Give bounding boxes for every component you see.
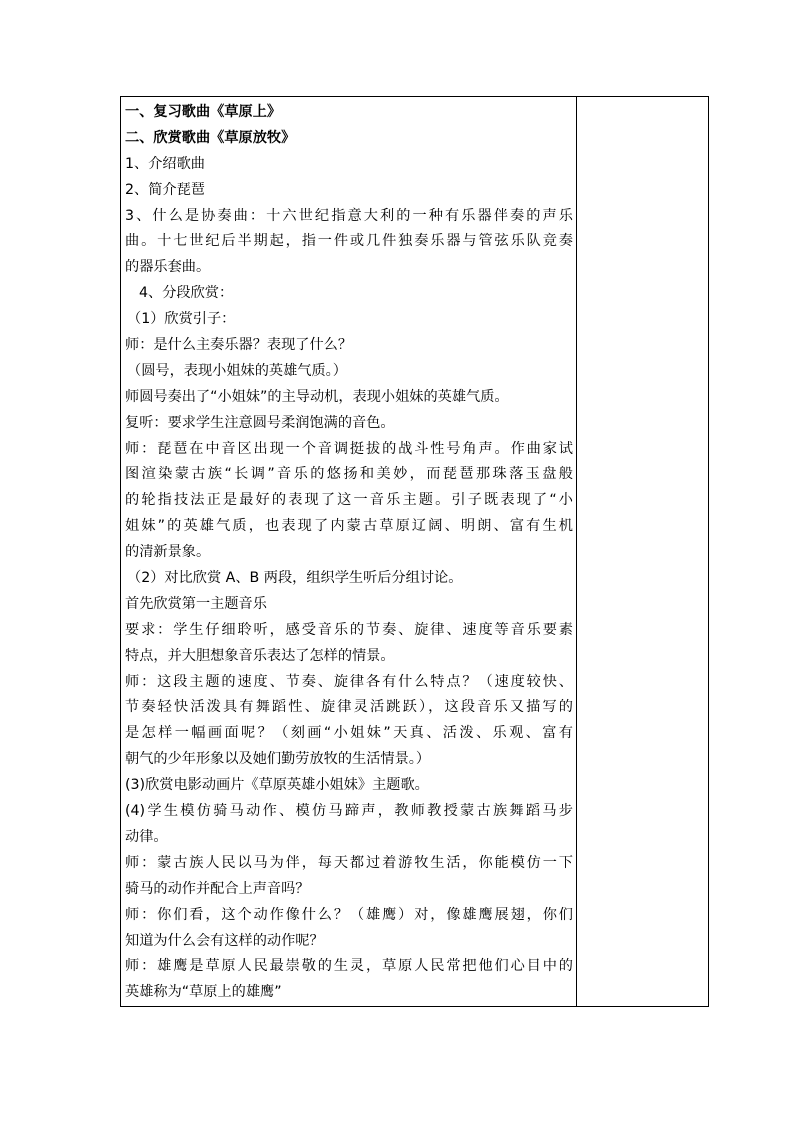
lesson-content-cell bbox=[125, 100, 573, 1006]
text-line: 骑马的动作并配合上声音吗？ bbox=[125, 880, 310, 897]
text-line: （2）对比欣赏 A、B 两段，组织学生听后分组讨论。 bbox=[127, 570, 463, 587]
text-line: (3)欣赏电影动画片《草原英雄小姐妹》主题歌。 bbox=[125, 777, 429, 794]
text-line: (4)学生模仿骑马动作、模仿马蹄声，教师教授蒙古族舞蹈马步 bbox=[125, 803, 573, 820]
heading-appreciate-song: 二、欣赏歌曲《草原放牧》 bbox=[125, 129, 296, 146]
text-line: 动律。 bbox=[125, 828, 168, 845]
text-line: 的器乐套曲。 bbox=[125, 259, 211, 276]
text-line: 的轮指技法正是最好的表现了这一音乐主题。引子既表现了“小 bbox=[125, 492, 573, 509]
text-line: 3、什么是协奏曲：十六世纪指意大利的一种有乐器伴奏的声乐 bbox=[125, 207, 573, 224]
text-line: 1、介绍歌曲 bbox=[125, 155, 205, 172]
text-line: 图渲染蒙古族“长调”音乐的悠扬和美妙，而琵琶那珠落玉盘般 bbox=[125, 466, 573, 483]
text-line: 知道为什么会有这样的动作呢？ bbox=[125, 932, 324, 949]
text-line: 师：你们看，这个动作像什么？（雄鹰）对，像雄鹰展翅，你们 bbox=[125, 906, 573, 923]
text-line: 的清新景象。 bbox=[125, 544, 211, 561]
text-line: 姐妹”的英雄气质，也表现了内蒙古草原辽阔、明朗、富有生机 bbox=[125, 518, 573, 535]
text-line: 师：是什么主奏乐器？表现了什么？ bbox=[125, 337, 353, 354]
text-line: 特点，并大胆想象音乐表达了怎样的情景。 bbox=[125, 647, 395, 664]
text-line: 节奏轻快活泼具有舞蹈性、旋律灵活跳跃），这段音乐又描写的 bbox=[125, 699, 573, 716]
text-line: 师圆号奏出了“小姐妹”的主导动机，表现小姐妹的英雄气质。 bbox=[125, 388, 509, 405]
text-line: 曲。十七世纪后半期起，指一件或几件独奏乐器与管弦乐队竞奏 bbox=[125, 233, 573, 250]
text-line: 要求：学生仔细聆听，感受音乐的节奏、旋律、速度等音乐要素 bbox=[125, 621, 573, 638]
text-line: （圆号，表现小姐妹的英雄气质。） bbox=[127, 362, 347, 379]
text-line: 首先欣赏第一主题音乐 bbox=[125, 595, 267, 612]
text-line: 朝气的少年形象以及她们勤劳放牧的生活情景。） bbox=[125, 751, 431, 768]
text-line: 师：这段主题的速度、节奏、旋律各有什么特点？（速度较快、 bbox=[125, 673, 573, 690]
text-line: 复听：要求学生注意圆号柔润饱满的音色。 bbox=[125, 414, 395, 431]
text-line: 师：琵琶在中音区出现一个音调挺拔的战斗性号角声。作曲家试 bbox=[125, 440, 573, 457]
text-line: 师：雄鹰是草原人民最崇敬的生灵，草原人民常把他们心目中的 bbox=[125, 958, 573, 975]
text-line: 2、简介琵琶 bbox=[125, 181, 205, 198]
heading-review-song: 一、复习歌曲《草原上》 bbox=[125, 104, 282, 120]
text-line: 4、分段欣赏： bbox=[139, 285, 234, 302]
text-line: 师：蒙古族人民以马为伴，每天都过着游牧生活，你能模仿一下 bbox=[125, 854, 573, 871]
text-line: 英雄称为“草原上的雄鹰” bbox=[125, 984, 282, 1001]
text-line: （1）欣赏引子： bbox=[127, 311, 236, 328]
lesson-table bbox=[120, 96, 709, 1007]
text-line: 是怎样一幅画面呢？（刻画“小姐妹”天真、活泼、乐观、富有 bbox=[125, 725, 573, 742]
column-divider bbox=[576, 97, 577, 1006]
